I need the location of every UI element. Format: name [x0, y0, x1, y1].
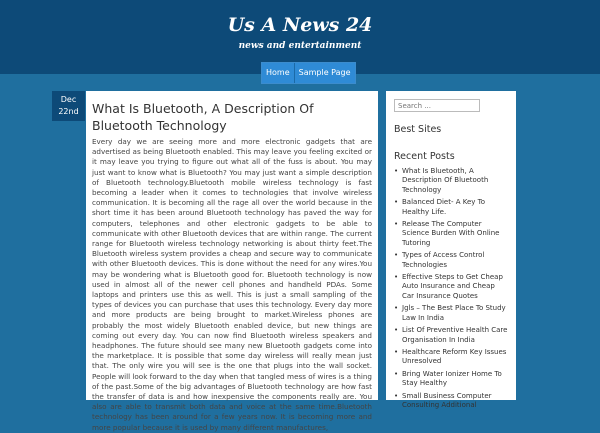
site-title[interactable]: Us A News 24 [227, 14, 373, 36]
recent-post-link[interactable]: • Bring Water Ionizer Home To Stay Healthy [394, 370, 508, 389]
recent-post-link[interactable]: • Balanced Diet- A Key To Healthy Life. [394, 198, 508, 217]
recent-post-link[interactable]: • What Is Bluetooth, A Description Of Bluetooth Technology [394, 167, 508, 195]
recent-post-link[interactable]: • Effective Steps to Get Cheap Auto Insurance and Cheap Car Insurance Quotes [394, 273, 508, 301]
site-tagline: news and entertainment [238, 41, 362, 51]
recent-post-link[interactable]: • List Of Preventive Health Care Organisation In India [394, 326, 508, 345]
recent-post-link[interactable]: • Small Business Computer Consulting Additional [394, 392, 508, 411]
post-date-month: Dec [60, 95, 77, 104]
post-title[interactable]: What Is Bluetooth, A Description Of Bluetooth Technology [92, 101, 314, 133]
main-navigation [261, 62, 356, 84]
recent-post-link[interactable]: • Healthcare Reform Key Issues Unresolved [394, 348, 508, 367]
post-date-day: 22nd [58, 107, 79, 116]
post-content [86, 91, 378, 432]
nav-item-home[interactable]: Home [262, 63, 295, 83]
post-body: Every day we are seeing more and more electronic gadgets that are advertised as being Bluetooth enabled. This may leave you feeling excited or it may leave you trying to figure out what all of the fuss is about. You may just want to know what is Bluetooth? You may just want a simple description of Bluetooth technology.Bluetooth mobile wireless technology is fast becoming a leader when it comes to technologies that involve wireless communication. It is becoming all the rage all over the world because in the short time it has been around Bluetooth technology has paved the way for computers, telephones and other electronic gadgets to be able to communicate with other Bluetooth devices that are within range. The current range for Bluetooth wireless technology networking is about thirty feet.The Bluetooth wireless system provides a cheap and secure way to communicate with other Bluetooth devices. This is done without the need for any wires.You may be wondering what is Bluetooth good for. Bluetooth technology is now used in almost all of the newer cell phones and handheld PDAs. Some laptops and printers use this as well. This is just a small sampling of the types of devices you can purchase that uses this technology. Every day more and more products are being brought to market.Wireless phones are probably the most widely Bluetooth enabled device, but new things are coming out every day. You can now find Bluetooth wireless speakers and headphones. The future should see many new Bluetooth gadgets come into the marketplace. It is possible that some day wireless will really mean just that. The only wire you will see is the one that plugs into the wall socket. People will look forward to the day when that tangled mess of wires is a thing of the past.Some of the big advantages of Bluetooth technology are how fast the transfer of data is and how inexpensive the components really are. You also are able to transmit both data and voice at the same time.Bluetooth technology has been around for a few years now. It is becoming more and more popular because it is used by many different manufactures, [92, 137, 372, 432]
recent-posts-title: Recent Posts [394, 151, 455, 162]
sidebar [386, 91, 516, 409]
nav-item-sample-page[interactable]: Sample Page [295, 63, 355, 83]
best-sites-title: Best Sites [394, 124, 442, 135]
recent-post-link[interactable]: • Types of Access Control Technologies [394, 251, 508, 270]
search-input[interactable] [394, 99, 480, 112]
recent-post-link[interactable]: • Jgls – The Best Place To Study Law In India [394, 304, 508, 323]
recent-posts-list [394, 167, 508, 410]
recent-post-link[interactable]: • Release The Computer Science Burden With Online Tutoring [394, 220, 508, 248]
post-date-badge [52, 91, 85, 121]
